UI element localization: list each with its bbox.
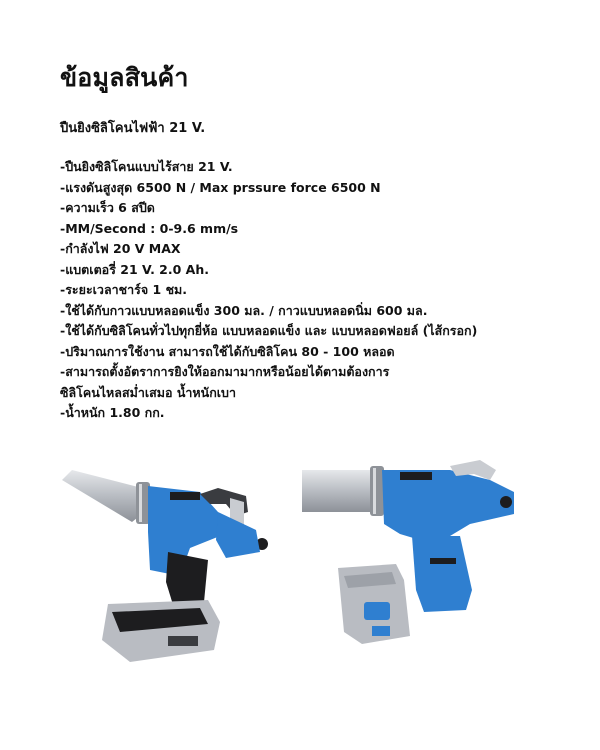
page-title: ข้อมูลสินค้า xyxy=(60,63,189,92)
caulking-gun-and-battery-separated-photo xyxy=(300,440,550,670)
spec-item: -ใช้ได้กับกาวแบบหลอดแข็ง 300 มล. / กาวแบบหลอดนิ่ม 600 มล. xyxy=(60,302,428,318)
spec-item: -กำลังไฟ 20 V MAX xyxy=(60,241,181,256)
spec-item: -ปริมาณการใช้งาน สามารถใช้ได้กับซิลิโคน 80 - 100 หลอด xyxy=(60,343,395,359)
spec-item: -MM/Second : 0-9.6 mm/s xyxy=(60,220,239,236)
spec-item: -สามารถตั้งอัตราการยิงให้ออกมามากหรือน้อยได้ตามต้องการ xyxy=(60,364,390,379)
spec-item: -แรงดันสูงสุด 6500 N / Max prssure force 6500 N xyxy=(60,179,381,195)
spec-item: -แบตเตอรี่ 21 V. 2.0 Ah. xyxy=(60,261,209,277)
spec-list xyxy=(60,157,560,424)
spec-item: -ระยะเวลาชาร์จ 1 ชม. xyxy=(60,282,188,297)
spec-item: -ใช้ได้กับซิลิโคนทั่วไปทุกยี่ห้อ แบบหลอดแข็ง และ แบบหลอดฟอยล์ (ไส้กรอก) xyxy=(60,323,478,338)
product-name: ปืนยิงซิลิโคนไฟฟ้า 21 V. xyxy=(60,121,206,136)
spec-item: -ความเร็ว 6 สปีด xyxy=(60,200,155,215)
caulking-gun-with-battery-photo xyxy=(50,452,300,682)
spec-item: -ปืนยิงซิลิโคนแบบไร้สาย 21 V. xyxy=(60,159,233,174)
spec-item: -น้ำหนัก 1.80 กก. xyxy=(60,405,165,420)
spec-item: ซิลิโคนไหลสม่ำเสมอ น้ำหนักเบา xyxy=(60,384,236,400)
